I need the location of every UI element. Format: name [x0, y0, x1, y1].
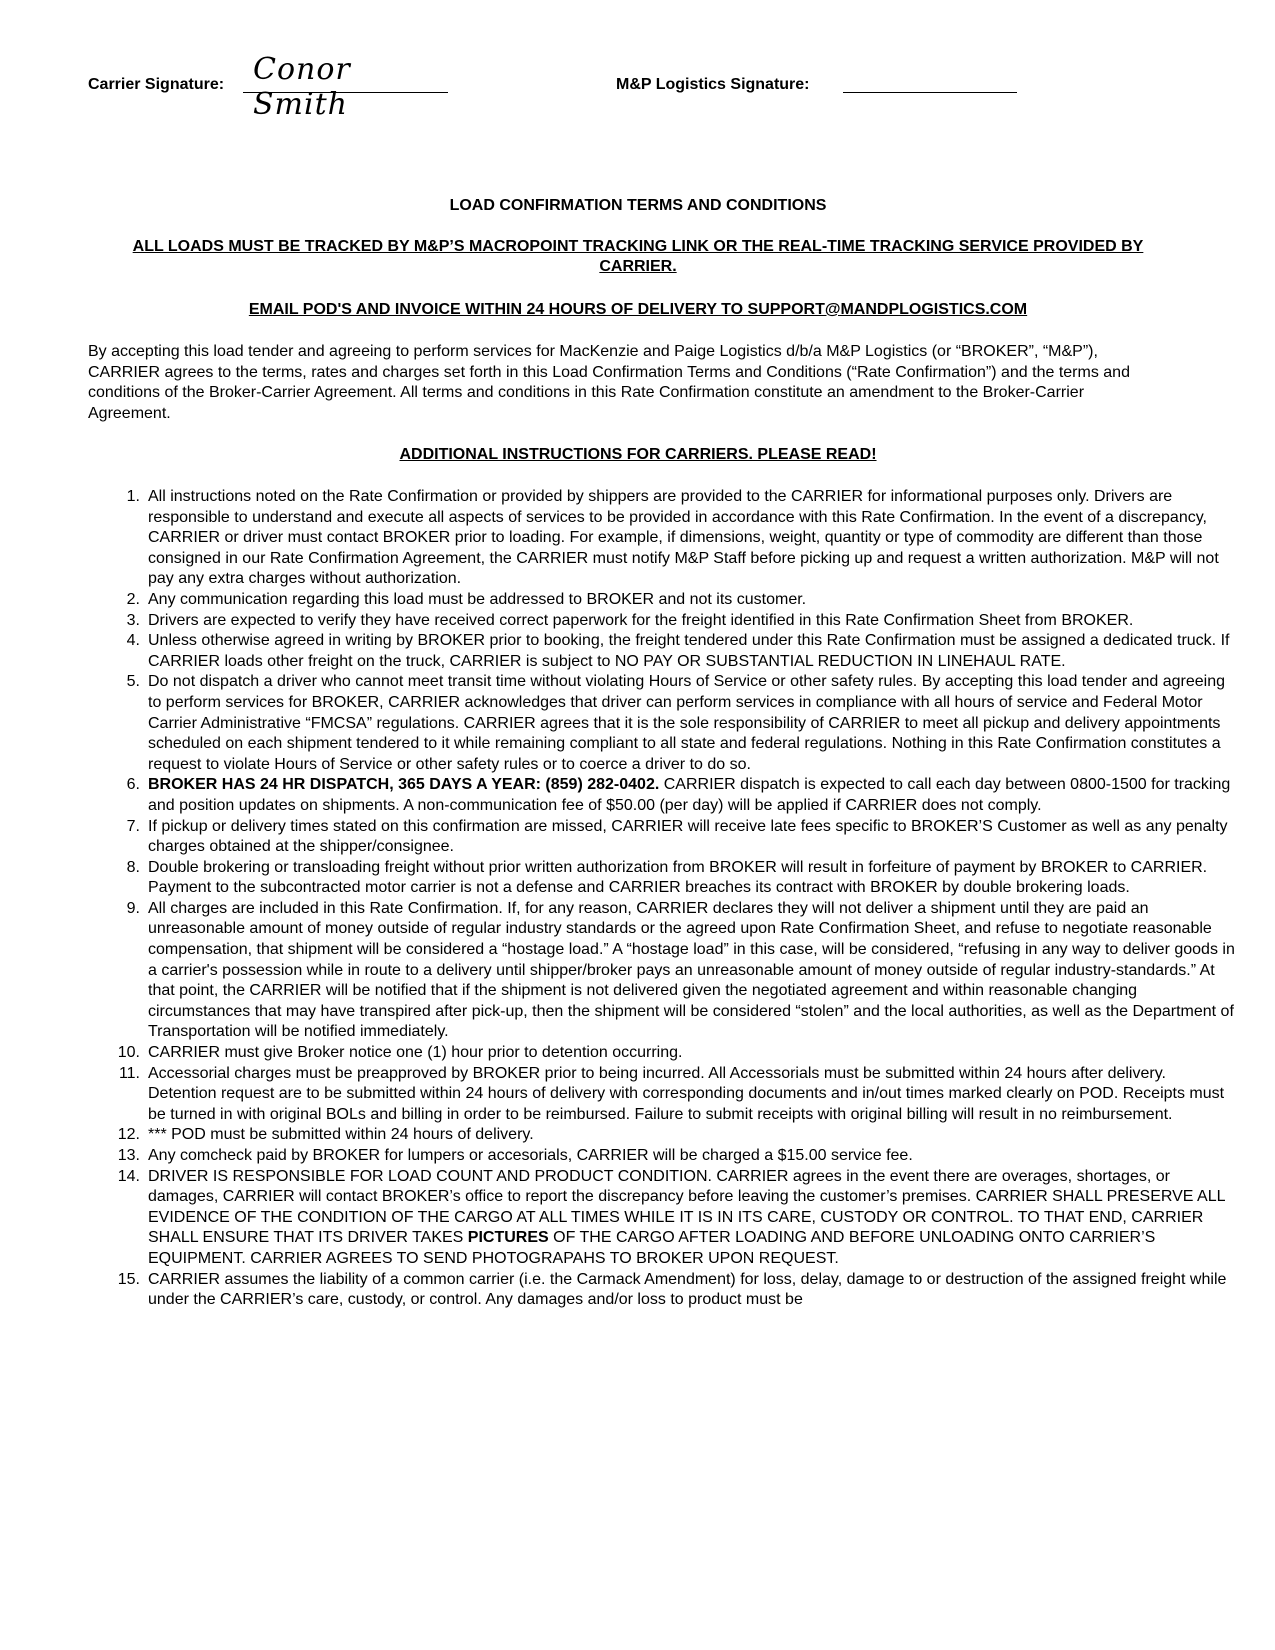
item-number: 2. [126, 590, 140, 608]
mp-signature-label: M&P Logistics Signature: [616, 76, 810, 93]
tracking-notice: ALL LOADS MUST BE TRACKED BY M&P’S MACROPOINT TRACKING LINK OR THE REAL-TIME TRACKING SERVICE PROVIDED BY CARRIER. [132, 238, 1144, 275]
document-title: LOAD CONFIRMATION TERMS AND CONDITIONS [449, 197, 827, 214]
item-number: 12. [117, 1126, 140, 1144]
signature-row [88, 52, 1188, 122]
item-text: If pickup or delivery times stated on this confirmation are missed, CARRIER will receive late fees specific to BROKER’S Customer as well as any penalty charges obtained at the shipper/consignee. [148, 817, 1228, 856]
item-number: 9. [126, 899, 140, 917]
tracking-notice-wrap [108, 237, 1168, 277]
pictures-bold: PICTURES [467, 1229, 549, 1247]
item-text: *** POD must be submitted within 24 hours of delivery. [148, 1126, 534, 1144]
item-number: 7. [126, 817, 140, 835]
item-text: DRIVER IS RESPONSIBLE FOR LOAD COUNT AND PRODUCT CONDITION. CARRIER agrees in the event there are overages, shortages, or damages, CARRIER will contact BROKER’s office to report the discrepancy before leaving the customer’s premises. CARRIER SHALL PRESERVE ALL EVIDENCE OF THE CONDITION OF THE CARGO AT ALL TIMES WHILE IT IS IN ITS CARE, CUSTODY OR CONTROL. TO THAT END, CARRIER SHALL ENSURE THAT ITS DRIVER TAKES [148, 1167, 1225, 1247]
list-item [126, 611, 1238, 632]
item-number: 3. [126, 611, 140, 629]
list-item [117, 1125, 1238, 1146]
item-text: Any communication regarding this load must be addressed to BROKER and not its customer. [148, 590, 807, 608]
item-text: All instructions noted on the Rate Confirmation or provided by shippers are provided to the CARRIER for informational purposes only. Drivers are responsible to understand and execute all aspects of services to be provided in accordance with this Rate Confirmation. In the event of a discrepancy, CARRIER or driver must contact BROKER prior to loading. For example, if dimensions, weight, quantity or type of commodity are different than those consigned in our Rate Confirmation Agreement, the CARRIER must notify M&P Staff before picking up and request a written authorization. M&P will not pay any extra charges without authorization. [148, 488, 1219, 588]
carrier-handwritten-signature: Conor Smith [253, 52, 351, 122]
terms-list [88, 487, 1238, 1311]
intro-paragraph: By accepting this load tender and agreeing to perform services for MacKenzie and Paige Logistics d/b/a M&P Logistics (or “BROKER”, “M&P”), CARRIER agrees to the terms, rates and charges set forth in this Load Confirmation Terms and Conditions (“Rate Confirmation”) and the terms and conditions of the Broker-Carrier Agreement. All terms and conditions in this Rate Confirmation constitute an amendment to the Broker-Carrier Agreement. [88, 343, 1130, 422]
item-number: 13. [117, 1147, 140, 1164]
item-text: Any comcheck paid by BROKER for lumpers or accesorials, CARRIER will be charged a $15.00 service fee. [148, 1147, 913, 1164]
item-text: Double brokering or transloading freight without prior written authorization from BROKER will result in forfeiture of payment by BROKER to CARRIER. Payment to the subcontracted motor carrier is not a defense and CARRIER breaches its contract with BROKER by double brokering loads. [148, 858, 1208, 897]
email-notice-wrap [88, 300, 1188, 320]
dispatch-phone-bold: BROKER HAS 24 HR DISPATCH, 365 DAYS A YEAR: (859) 282-0402. [148, 776, 660, 794]
item-text-after: OF THE CARGO AFTER LOADING AND BEFORE UNLOADING ONTO CARRIER’S EQUIPMENT. CARRIER AGREES TO SEND PHOTOGRAPAHS TO BROKER UPON REQUEST. [148, 1229, 1156, 1267]
carrier-signature-line [243, 52, 448, 122]
item-number: 8. [126, 858, 140, 876]
item-text: Accessorial charges must be preapproved by BROKER prior to being incurred. All Accessorials must be submitted within 24 hours after delivery. Detention request are to be submitted within 24 hours of delivery with corresponding documents and in/out times marked clearly on POD. Receipts must be turned in with original BOLs and billing in order to be reimbursed. Failure to submit receipts with original billing will result in no reimbursement. [148, 1064, 1225, 1123]
list-item [117, 1167, 1238, 1270]
additional-instructions-heading: ADDITIONAL INSTRUCTIONS FOR CARRIERS. PLEASE READ! [399, 446, 877, 463]
list-item [117, 1146, 1238, 1167]
list-item [126, 590, 1238, 611]
item-text: CARRIER assumes the liability of a common carrier (i.e. the Carmack Amendment) for loss, delay, damage to or destruction of the assigned freight while under the CARRIER’s care, custody, or control. Any damages and/or loss to product must be [148, 1270, 1227, 1309]
list-item [126, 817, 1238, 858]
item-text: CARRIER dispatch is expected to call each day between 0800-1500 for tracking and position updates on shipments. A non-communication fee of $50.00 (per day) will be applied if CARRIER does not comply. [148, 776, 1231, 814]
list-item [126, 487, 1238, 590]
list-item [126, 631, 1238, 672]
item-text: CARRIER must give Broker notice one (1) hour prior to detention occurring. [148, 1044, 683, 1062]
item-number: 1. [126, 488, 140, 505]
item-number: 6. [126, 776, 140, 794]
carrier-signature-label: Carrier Signature: [88, 76, 225, 93]
item-number: 10. [117, 1044, 140, 1062]
item-number: 14. [117, 1167, 140, 1185]
mp-signature-line [843, 92, 1017, 93]
item-text: Unless otherwise agreed in writing by BROKER prior to booking, the freight tendered under this Rate Confirmation must be assigned a dedicated truck. If CARRIER loads other freight on the truck, CARRIER is subject to NO PAY OR SUBSTANTIAL REDUCTION IN LINEHAUL RATE. [148, 632, 1230, 670]
additional-heading-wrap [88, 445, 1188, 465]
list-item [117, 1043, 1238, 1064]
list-item [126, 899, 1238, 1043]
item-number: 15. [117, 1270, 140, 1288]
list-item [117, 1270, 1238, 1311]
list-item [126, 775, 1238, 816]
list-item [118, 1064, 1238, 1126]
list-item [126, 858, 1238, 899]
item-text: All charges are included in this Rate Confirmation. If, for any reason, CARRIER declares they will not deliver a shipment until they are paid an unreasonable amount of money outside of regular industry standards or the agreed upon Rate Confirmation Sheet, and refuse to negotiate reasonable compensation, that shipment will be considered a “hostage load.” A “hostage load” in this case, will be considered, “refusing in any way to deliver goods in a carrier's possession while in route to a delivery until shipper/broker pays an unreasonable amount of money outside of regular industry-standards.” At that point, the CARRIER will be notified that if the shipment is not delivered given the negotiated agreement and within reasonable changing circumstances that may have transpired after pick-up, then the shipment will be considered “stolen” and the local authorities, as well as the Department of Transportation will be notified immediately. [148, 899, 1235, 1041]
email-notice: EMAIL POD'S AND INVOICE WITHIN 24 HOURS OF DELIVERY TO SUPPORT@MANDPLOGISTICS.COM [248, 301, 1028, 318]
item-text: Do not dispatch a driver who cannot meet transit time without violating Hours of Service or other safety rules. By accepting this load tender and agreeing to perform services for BROKER, CARRIER acknowledges that driver can perform services in compliance with all hours of service and Federal Motor Carrier Administrative “FMCSA” regulations. CARRIER agrees that it is the sole responsibility of CARRIER to meet all pickup and delivery appointments scheduled on each shipment tendered to it while remaining compliant to all state and federal regulations. Nothing in this Rate Confirmation constitutes a request to violate Hours of Service or other safety rules or to coerce a driver to do so. [148, 673, 1226, 773]
item-number: 5. [126, 673, 140, 691]
item-text: Drivers are expected to verify they have received correct paperwork for the freight identified in this Rate Confirmation Sheet from BROKER. [148, 611, 1134, 629]
list-item [126, 672, 1238, 775]
item-number: 11. [118, 1064, 140, 1082]
item-number: 4. [126, 632, 140, 650]
